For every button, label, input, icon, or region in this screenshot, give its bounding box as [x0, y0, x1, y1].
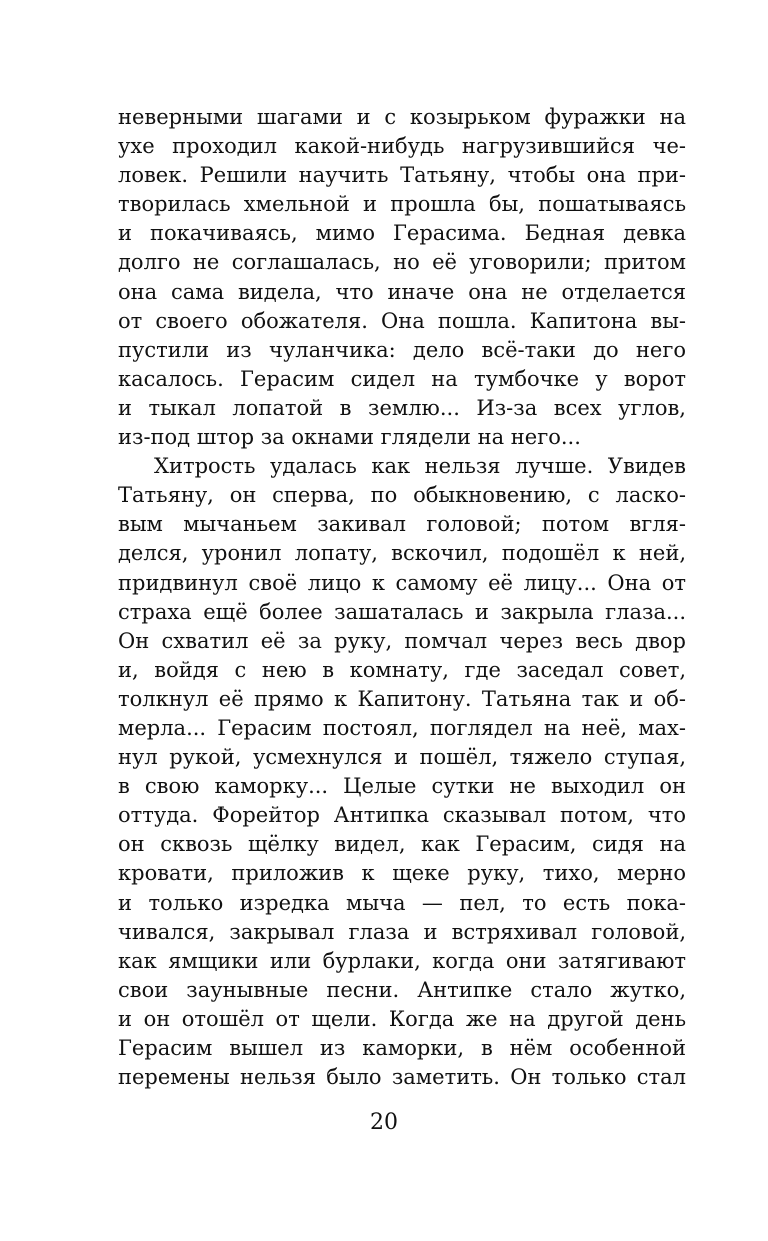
text-line: и покачиваясь, мимо Герасима. Бедная девка — [118, 221, 686, 246]
text-line: ухе проходил какой-нибудь нагрузившийся че- — [118, 134, 686, 159]
text-line: неверными шагами и с козырьком фуражки на — [118, 105, 686, 129]
text-line: Татьяну, он сперва, по обыкновению, с ласко- — [118, 483, 686, 508]
text-line: и тыкал лопатой в землю... Из-за всех углов, — [118, 395, 686, 420]
text-line: Он схватил её за руку, помчал через весь двор — [118, 628, 686, 653]
text-line: придвинул своё лицо к самому её лицу... Она от — [118, 570, 686, 595]
text-line: и, войдя с нею в комнату, где заседал совет, — [118, 657, 686, 682]
text-line: пустили из чуланчика: дело всё-таки до него — [118, 337, 686, 362]
text-line: как ямщики или бурлаки, когда они затягивают — [118, 948, 686, 973]
text-line: перемены нельзя было заметить. Он только стал — [118, 1065, 686, 1090]
text-line: делся, уронил лопату, вскочил, подошёл к ней, — [118, 541, 686, 566]
text-line: и только изредка мыча — пел, то есть пока- — [118, 890, 686, 915]
text-line: мерла... Герасим постоял, поглядел на неё, мах- — [118, 715, 686, 740]
text-line: касалось. Герасим сидел на тумбочке у ворот — [118, 366, 686, 391]
text-line: страха ещё более зашаталась и закрыла глаза... — [118, 599, 686, 624]
text-line: из-под штор за окнами глядели на него... — [118, 425, 581, 450]
text-line: от своего обожателя. Она пошла. Капитона вы- — [118, 308, 686, 333]
text-line: вым мычаньем закивал головой; потом вгля- — [118, 512, 686, 537]
text-line: толкнул её прямо к Капитону. Татьяна так и об- — [118, 686, 686, 711]
body-text — [118, 103, 686, 1092]
text-line: кровати, приложив к щеке руку, тихо, мерно — [118, 861, 686, 886]
text-line: свои заунывные песни. Антипке стало жутко, — [118, 977, 686, 1002]
text-line: и он отошёл от щели. Когда же на другой день — [118, 1006, 686, 1031]
text-line: он сквозь щёлку видел, как Герасим, сидя на — [118, 832, 686, 857]
text-line: Хитрость удалась как нельзя лучше. Увидев — [154, 454, 686, 479]
page-number: 20 — [370, 1110, 398, 1135]
text-line: в свою каморку... Целые сутки не выходил он — [118, 774, 686, 799]
text-line: Герасим вышел из каморки, в нём особенной — [118, 1036, 686, 1060]
text-line: оттуда. Форейтор Антипка сказывал потом, что — [118, 803, 686, 828]
text-line: чивался, закрывал глаза и встряхивал головой, — [118, 919, 686, 944]
text-line: творилась хмельной и прошла бы, пошатываясь — [118, 192, 686, 217]
text-line: долго не соглашалась, но её уговорили; притом — [118, 250, 686, 275]
text-line: она сама видела, что иначе она не отделается — [118, 279, 686, 304]
text-line: нул рукой, усмехнулся и пошёл, тяжело ступая, — [118, 745, 686, 770]
text-line: ловек. Решили научить Татьяну, чтобы она при- — [118, 163, 686, 188]
